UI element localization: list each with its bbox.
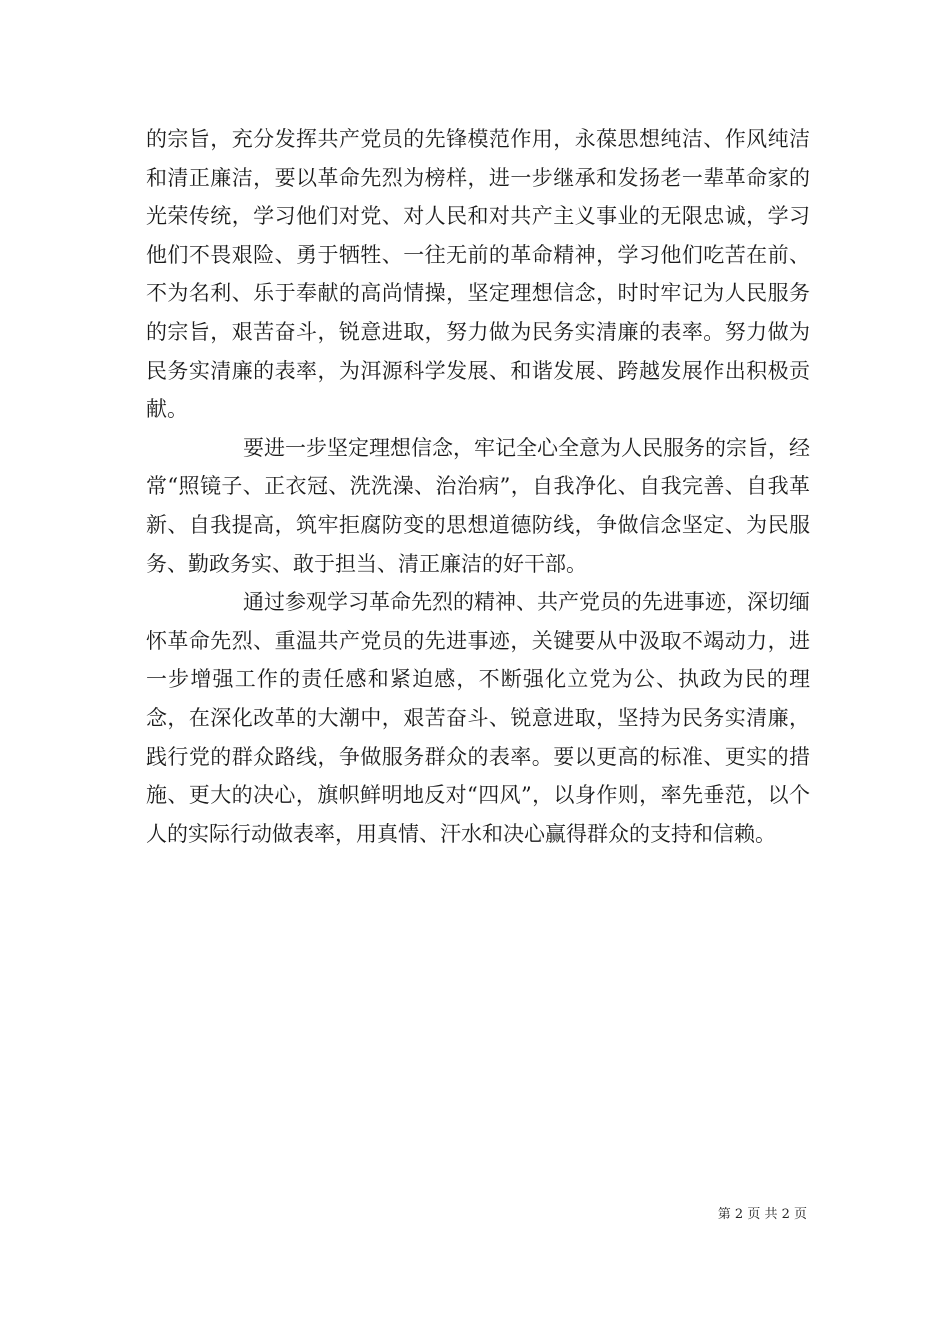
- page-number-footer: 第 2 页 共 2 页: [717, 1207, 807, 1222]
- paragraph-3: 通过参观学习革命先烈的精神、共产党员的先进事迹，深切缅怀革命先烈、重温共产党员的先进事迹，关键要从中汲取不竭动力，进一步增强工作的责任感和紧迫感，不断强化立党为公、执政为民的理念，在深化改革的大潮中，艰苦奋斗、锐意进取，坚持为民务实清廉，践行党的群众路线，争做服务群众的表率。要以更高的标准、更实的措施、更大的决心，旗帜鲜明地反对“四风”，以身作则，率先垂范，以个人的实际行动做表率，用真情、汗水和决心赢得群众的支持和信赖。: [146, 590, 810, 846]
- paragraph-2: 要进一步坚定理想信念，牢记全心全意为人民服务的宗旨，经常“照镜子、正衣冠、洗洗澡、治治病”，自我净化、自我完善、自我革新、自我提高，筑牢拒腐防变的思想道德防线，争做信念坚定、为民服务、勤政务实、敢于担当、清正廉洁的好干部。: [146, 435, 810, 576]
- document-body: [146, 120, 810, 853]
- paragraph-1: 的宗旨，充分发挥共产党员的先锋模范作用，永葆思想纯洁、作风纯洁和清正廉洁，要以革命先烈为榜样，进一步继承和发扬老一辈革命家的光荣传统，学习他们对党、对人民和对共产主义事业的无限忠诚，学习他们不畏艰险、勇于牺牲、一往无前的革命精神，学习他们吃苦在前、不为名利、乐于奉献的高尚情操，坚定理想信念，时时牢记为人民服务的宗旨，艰苦奋斗，锐意进取，努力做为民务实清廉的表率。努力做为民务实清廉的表率，为洱源科学发展、和谐发展、跨越发展作出积极贡献。: [146, 127, 810, 422]
